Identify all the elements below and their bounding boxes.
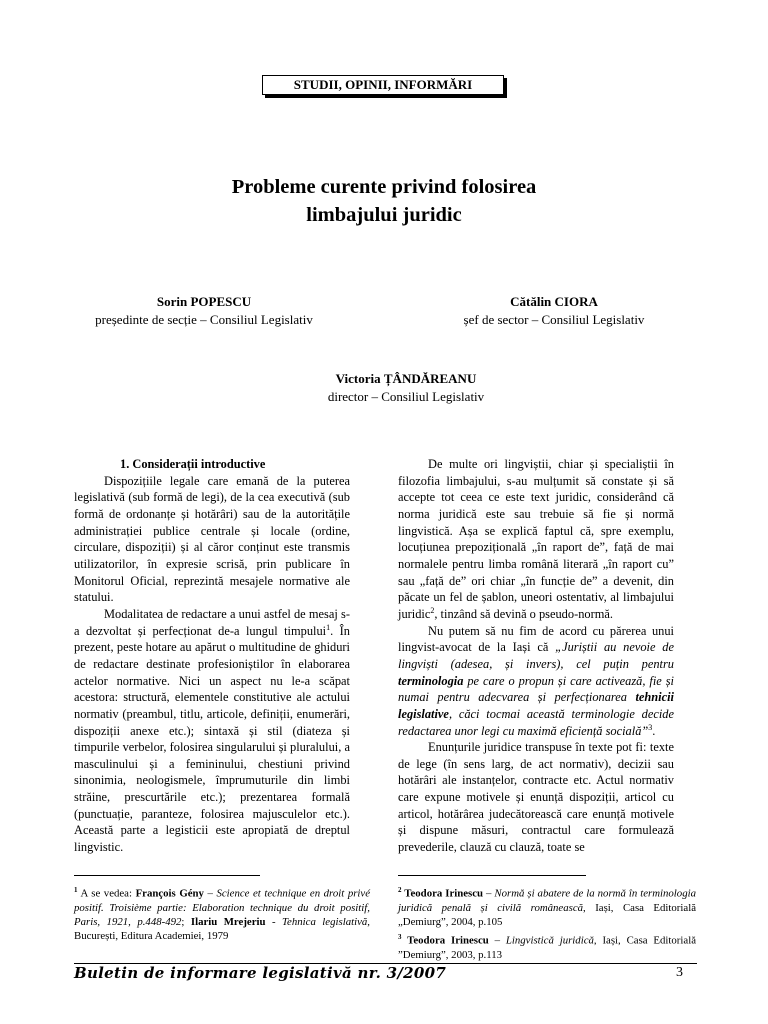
body-paragraph [74, 606, 350, 856]
body-text: Nu putem să nu fim de acord cu părerea unui lingvist-avocat de la Iași că [398, 623, 674, 655]
section-heading: 1. Considerații introductive [120, 457, 266, 471]
footnote-text: , Iași, Casa Editorială ”Demiurg”, 2003, p.113 [398, 934, 696, 961]
author-role: președinte de secție – Consiliul Legislativ [95, 312, 313, 327]
footnote [74, 883, 370, 943]
article-title [120, 173, 648, 229]
quote-text: „Juriștii au nevoie de lingviști (adesea, și invers), cel puțin pentru [398, 640, 674, 671]
body-text: Modalitatea de redactare a unui astfel de mesaj s-a dezvoltat și perfecționat de-a lungul timpului [74, 606, 350, 638]
body-column-left [74, 456, 350, 856]
article-title-line-1: Probleme curente privind folosirea [231, 176, 537, 198]
emphasis-text: tehnicii legislative [398, 690, 674, 721]
article-title-line-2: limbajului juridic [306, 204, 462, 226]
body-text: . [652, 723, 656, 738]
footnote-work-title: Lingvistică juridică [505, 934, 594, 947]
footnote-text: A se vedea: [77, 887, 136, 900]
footnote-author: Teodora Irinescu [401, 887, 484, 900]
footnote-ref[interactable]: 1 [326, 622, 331, 632]
body-text: De multe ori lingviștii, chiar și specialiștii în filozofia limbajului, s-au mulțumit să constate și să accepte tot ceea ce este text juridic, considerând că norma juridică este sau trebuie să fie și normă lingvistică. Așa se explică faptul că, spre exemplu, locuțiunea prepozițională „în raport de”, față de mai normalele pentru limba română literară „în raport cu” sau „față de” ori chiar „în funcție de” a devenit, din păcate un fel de șablon, uneori ostentativ, al limbajului juridic [398, 457, 674, 621]
body-column-right [398, 456, 674, 856]
author-role: director – Consiliul Legislativ [327, 389, 485, 404]
footnote-author: Teodora Irinescu [401, 934, 489, 947]
footnote [398, 883, 696, 929]
author-block [70, 293, 338, 329]
author-name: Sorin POPESCU [156, 294, 252, 309]
footnote-divider [74, 875, 260, 876]
section-banner: STUDII, OPINII, INFORMĂRI [262, 75, 504, 95]
footnote-divider [398, 875, 586, 876]
footnote-text: , Iași, Casa Editorială „Demiurg”, 2004, p.105 [398, 901, 696, 928]
footnote-number: 2 [398, 886, 402, 894]
footnote-work-title: Normă și abatere de la normă în terminologia juridică penală și civilă românească [398, 887, 696, 914]
footnotes-right [398, 883, 696, 963]
footnote [398, 930, 696, 962]
body-paragraph: Dispozițiile legale care emană de la puterea legislativă (sub formă de legi), de la cea executivă (sub formă de ordonanțe și hotărâri) sau de la autoritățile administrației publice centrale și locale (ordine, circulare, dispoziții) și al căror conținut este transmis utilizatorilor, în expresie scrisă, prin publicare în Monitorul Oficial, reprezintă mesajele normative ale statului. [74, 473, 350, 605]
emphasis-text: terminologia [398, 673, 464, 688]
footnote-text: – [203, 887, 217, 900]
footnote-number: 3 [398, 933, 402, 942]
footnotes-left [74, 883, 370, 944]
author-name: Cătălin CIORA [510, 294, 598, 309]
author-block [272, 370, 540, 406]
quote-text: , căci tocmai această terminologie decide redactarea unor legi cu maximă eficiență socială” [398, 706, 674, 738]
body-paragraph [398, 456, 674, 623]
body-text: , tinzând să devină o pseudo-normă. [434, 606, 613, 621]
footnote-text: - [265, 916, 283, 928]
footnote-work-title: Tehnica legislativă [282, 916, 368, 928]
footnote-number: 1 [74, 886, 78, 894]
author-name: Victoria ȚÂNDĂREANU [335, 371, 477, 386]
journal-footer: Buletin de informare legislativă nr. 3/2007 [74, 964, 447, 982]
footnote-work-title: Science et technique en droit privé positif. Troisième partie: Elaboration technique du droit positif, Paris, 1921, p.448-492 [74, 887, 371, 928]
footnote-ref[interactable]: 3 [648, 722, 653, 732]
footnote-text: – [488, 934, 506, 947]
footnote-ref[interactable]: 2 [430, 605, 435, 615]
footnote-author: Ilariu Mrejeriu [190, 916, 266, 928]
quote-text: pe care o propun și care activează, fie și numai pentru adecvarea și perfecționarea [398, 673, 674, 705]
body-text: . În prezent, peste hotare au apărut o multitudine de ghiduri de redactare destinate profesioniștilor în elaborarea actelor normative. Nici un aspect nu le-a scăpat acestora: structură, elementele constitutive ale actului normativ (preambul, titlu, articole, definiții, enumerări, dispoziții anexe etc.); sintaxă și stil (diateza și timpurile verbelor, folosirea singularului și pluralului, a masculinului și a femininului, chestiuni privind sinonimia, neologismele, împrumuturile din limbi străine, prescurtările etc.); prezentarea formală (punctuație, paranteze, folosirea majusculelor etc.). Această parte a legisticii este apropiată de dreptul lingvistic. [74, 623, 350, 855]
footnote-author: François Gény [135, 887, 204, 900]
body-paragraph: Enunțurile juridice transpuse în texte pot fi: texte de lege (în sens larg, de act normativ), decizii sau hotărâri ale instanțelor, contracte etc. Actul normativ care expune motivele și enunță dispoziții, articol cu articol, hotărârea judecătorească care enunță motivele și dispune măsuri, contractul care formulează prevederile, clauză cu clauză, toate se [398, 740, 674, 855]
footnote-text: , București, Editura Academiei, 1979 [74, 916, 370, 943]
page-number: 3 [676, 965, 683, 980]
body-paragraph [398, 623, 674, 740]
footnote-text: ; [181, 916, 191, 928]
footnote-text: – [483, 887, 495, 900]
author-role: șef de sector – Consiliul Legislativ [463, 312, 645, 327]
author-block [428, 293, 680, 329]
